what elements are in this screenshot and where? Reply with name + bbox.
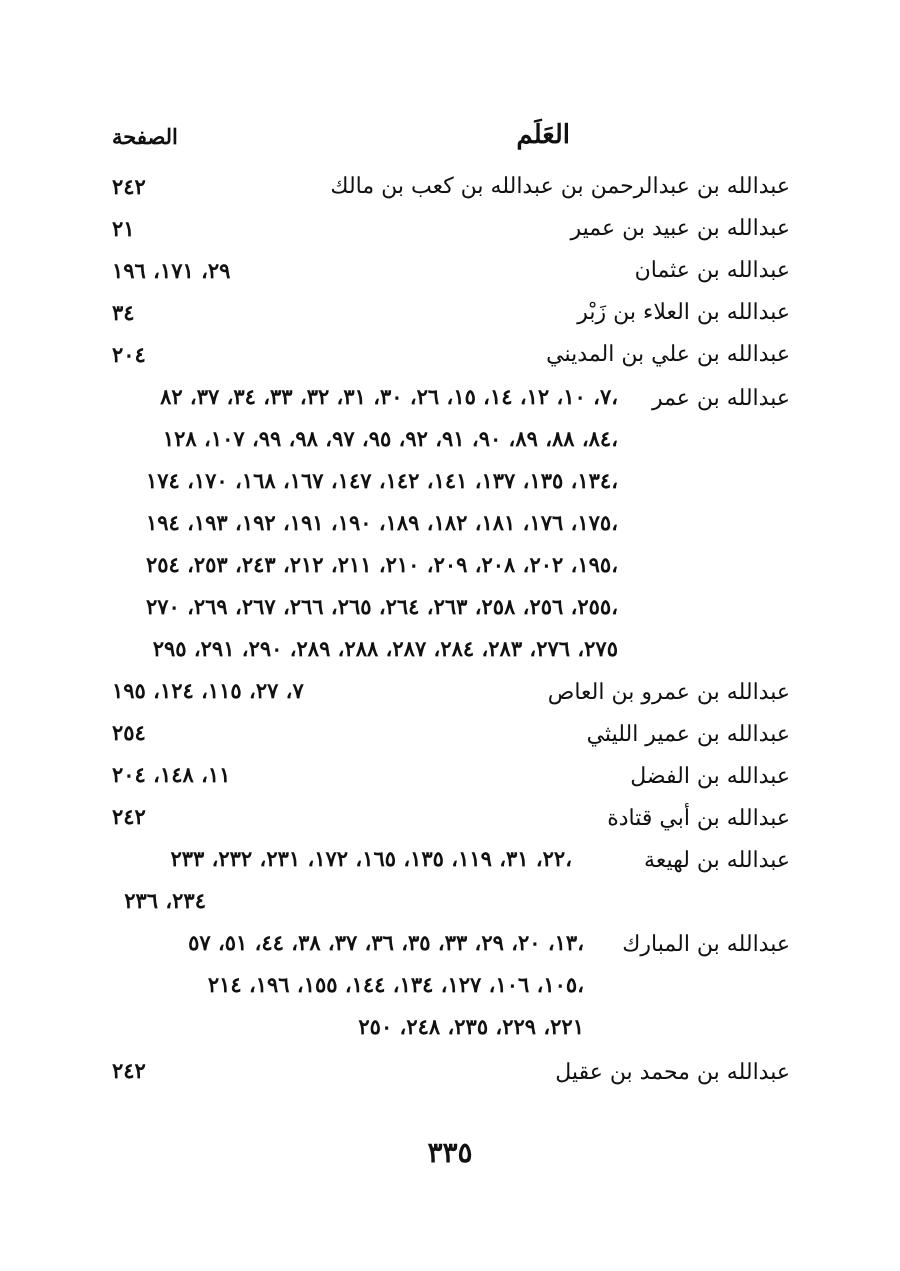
entry-pages-line: ٢٣٤، ٢٣٦ [124,888,206,913]
entry-pages: ٣٤ [112,300,135,325]
page-number: ٣٣٥ [427,1136,473,1169]
entry-pages: ٢٤٢ [112,174,146,199]
column-header-page: الصفحة [112,124,178,149]
entry-pages: ٢٠٤ [112,342,146,367]
entry-name: عبدالله بن عثمان [634,258,790,283]
entry-name: عبدالله بن علي بن المديني [546,342,790,367]
entry-pages: ٢٥٤ [112,720,146,745]
entry-name: عبدالله بن عمرو بن العاص [547,680,790,705]
entry-pages-line: ٢٢، ٣١، ١١٩، ١٣٥، ١٦٥، ١٧٢، ٢٣١، ٢٣٢، ٢٣٣، [170,846,572,871]
entry-name: عبدالله بن عبدالرحمن بن عبدالله بن كعب بن مالك [330,174,790,199]
entry-pages: ٢٤٢ [112,1058,146,1083]
entry-pages-line: ١٣٤، ١٣٥، ١٣٧، ١٤١، ١٤٢، ١٤٧، ١٦٧، ١٦٨، ١٧٠، ١٧٤، [145,468,618,493]
column-header-name: العَلَم [516,120,570,150]
entry-name: عبدالله بن عمر [651,386,790,411]
entry-pages: ٧، ٢٧، ١١٥، ١٢٤، ١٩٥ [112,678,304,703]
entry-pages-line: ٧، ١٠، ١٢، ١٤، ١٥، ٢٦، ٣٠، ٣١، ٣٢، ٣٣، ٣٤، ٣٧، ٨٢، [160,384,618,409]
entry-name: عبدالله بن عبيد بن عمير [570,216,790,241]
entry-pages-line: ٢٥٥، ٢٥٦، ٢٥٨، ٢٦٣، ٢٦٤، ٢٦٥، ٢٦٦، ٢٦٧، ٢٦٩، ٢٧٠، [145,594,618,619]
entry-pages: ٢٤٢ [112,804,146,829]
entry-name: عبدالله بن الفضل [630,764,790,789]
entry-name: عبدالله بن العلاء بن زَبْر [577,300,790,325]
entry-name: عبدالله بن أبي قتادة [607,806,790,831]
entry-name: عبدالله بن عمير الليثي [586,722,790,747]
entry-pages: ١١، ١٤٨، ٢٠٤ [112,762,231,787]
entry-pages-line: ١٩٥، ٢٠٢، ٢٠٨، ٢٠٩، ٢١٠، ٢١١، ٢١٢، ٢٤٣، ٢٥٣، ٢٥٤، [145,552,618,577]
entry-name: عبدالله بن لهيعة [644,848,790,873]
entry-name: عبدالله بن محمد بن عقيل [555,1060,790,1085]
entry-name: عبدالله بن المبارك [622,932,790,957]
entry-pages: ٢٩، ١٧١، ١٩٦ [112,258,231,283]
entry-pages-line: ٢٢١، ٢٢٩، ٢٣٥، ٢٤٨، ٢٥٠ [358,1014,584,1039]
entry-pages-line: ١٧٥، ١٧٦، ١٨١، ١٨٢، ١٨٩، ١٩٠، ١٩١، ١٩٢، ١٩٣، ١٩٤، [145,510,618,535]
entry-pages: ٢١ [112,216,135,241]
entry-pages-line: ١٣، ٢٠، ٢٩، ٣٣، ٣٥، ٣٦، ٣٧، ٣٨، ٤٤، ٥١، ٥٧، [188,930,584,955]
entry-pages-line: ٨٤، ٨٨، ٨٩، ٩٠، ٩١، ٩٢، ٩٥، ٩٧، ٩٨، ٩٩، ١٠٧، ١٢٨، [162,426,618,451]
entry-pages-line: ٢٧٥، ٢٧٦، ٢٨٣، ٢٨٤، ٢٨٧، ٢٨٨، ٢٨٩، ٢٩٠، ٢٩١، ٢٩٥ [152,636,618,661]
entry-pages-line: ١٠٥، ١٠٦، ١٢٧، ١٣٤، ١٤٤، ١٥٥، ١٩٦، ٢١٤، [207,972,584,997]
